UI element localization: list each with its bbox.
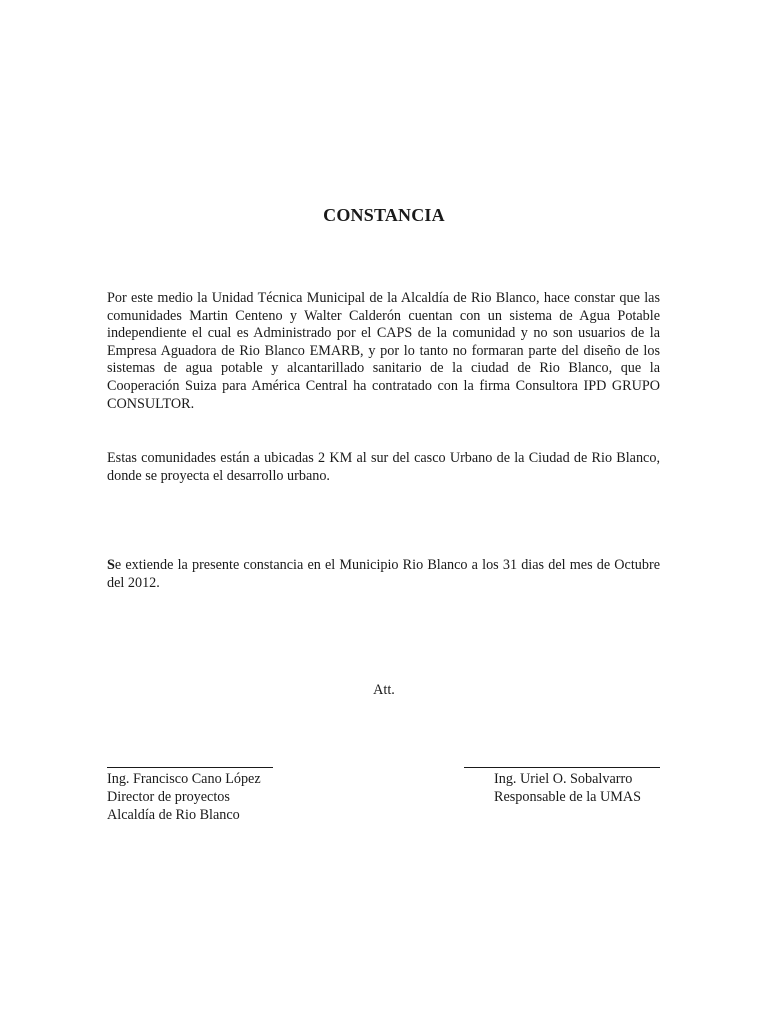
paragraph-issuance-text: e extiende la presente constancia en el Municipio Rio Blanco a los 31 dias del mes de Octubre del 2012.: [107, 557, 660, 591]
signer-name-right: Ing. Uriel O. Sobalvarro: [494, 771, 633, 787]
paragraph-certification: Por este medio la Unidad Técnica Municipal de la Alcaldía de Rio Blanco, hace constar que las comunidades Martin Centeno y Walter Calderón cuentan con un sistema de Agua Potable independiente el cual es Administrado por el CAPS de la comunidad y no son usuarios de la Empresa Aguadora de Rio Blanco EMARB, y por lo tanto no formaran parte del diseño de los sistemas de agua potable y alcantarillado sanitario de la ciudad de Rio Blanco, que la Cooperación Suiza para América Central ha contratado con la firma Consultora IPD GRUPO CONSULTOR.: [107, 290, 660, 412]
closing-att: Att.: [373, 682, 395, 698]
signature-block-left: [107, 770, 261, 824]
signer-org-left: Alcaldía de Rio Blanco: [107, 807, 240, 823]
paragraph-issuance: [107, 557, 660, 592]
signer-name-left: Ing. Francisco Cano López: [107, 771, 261, 787]
paragraph-location: Estas comunidades están a ubicadas 2 KM al sur del casco Urbano de la Ciudad de Rio Blanco, donde se proyecta el desarrollo urbano.: [107, 450, 660, 484]
document-title: CONSTANCIA: [323, 205, 445, 225]
signature-block-right: [494, 770, 641, 806]
signature-line-left: [107, 767, 273, 768]
signature-line-right: [464, 767, 660, 768]
paragraph-issuance-initial: S: [107, 557, 115, 573]
signer-role-right: Responsable de la UMAS: [494, 789, 641, 805]
signer-role-left: Director de proyectos: [107, 789, 230, 805]
